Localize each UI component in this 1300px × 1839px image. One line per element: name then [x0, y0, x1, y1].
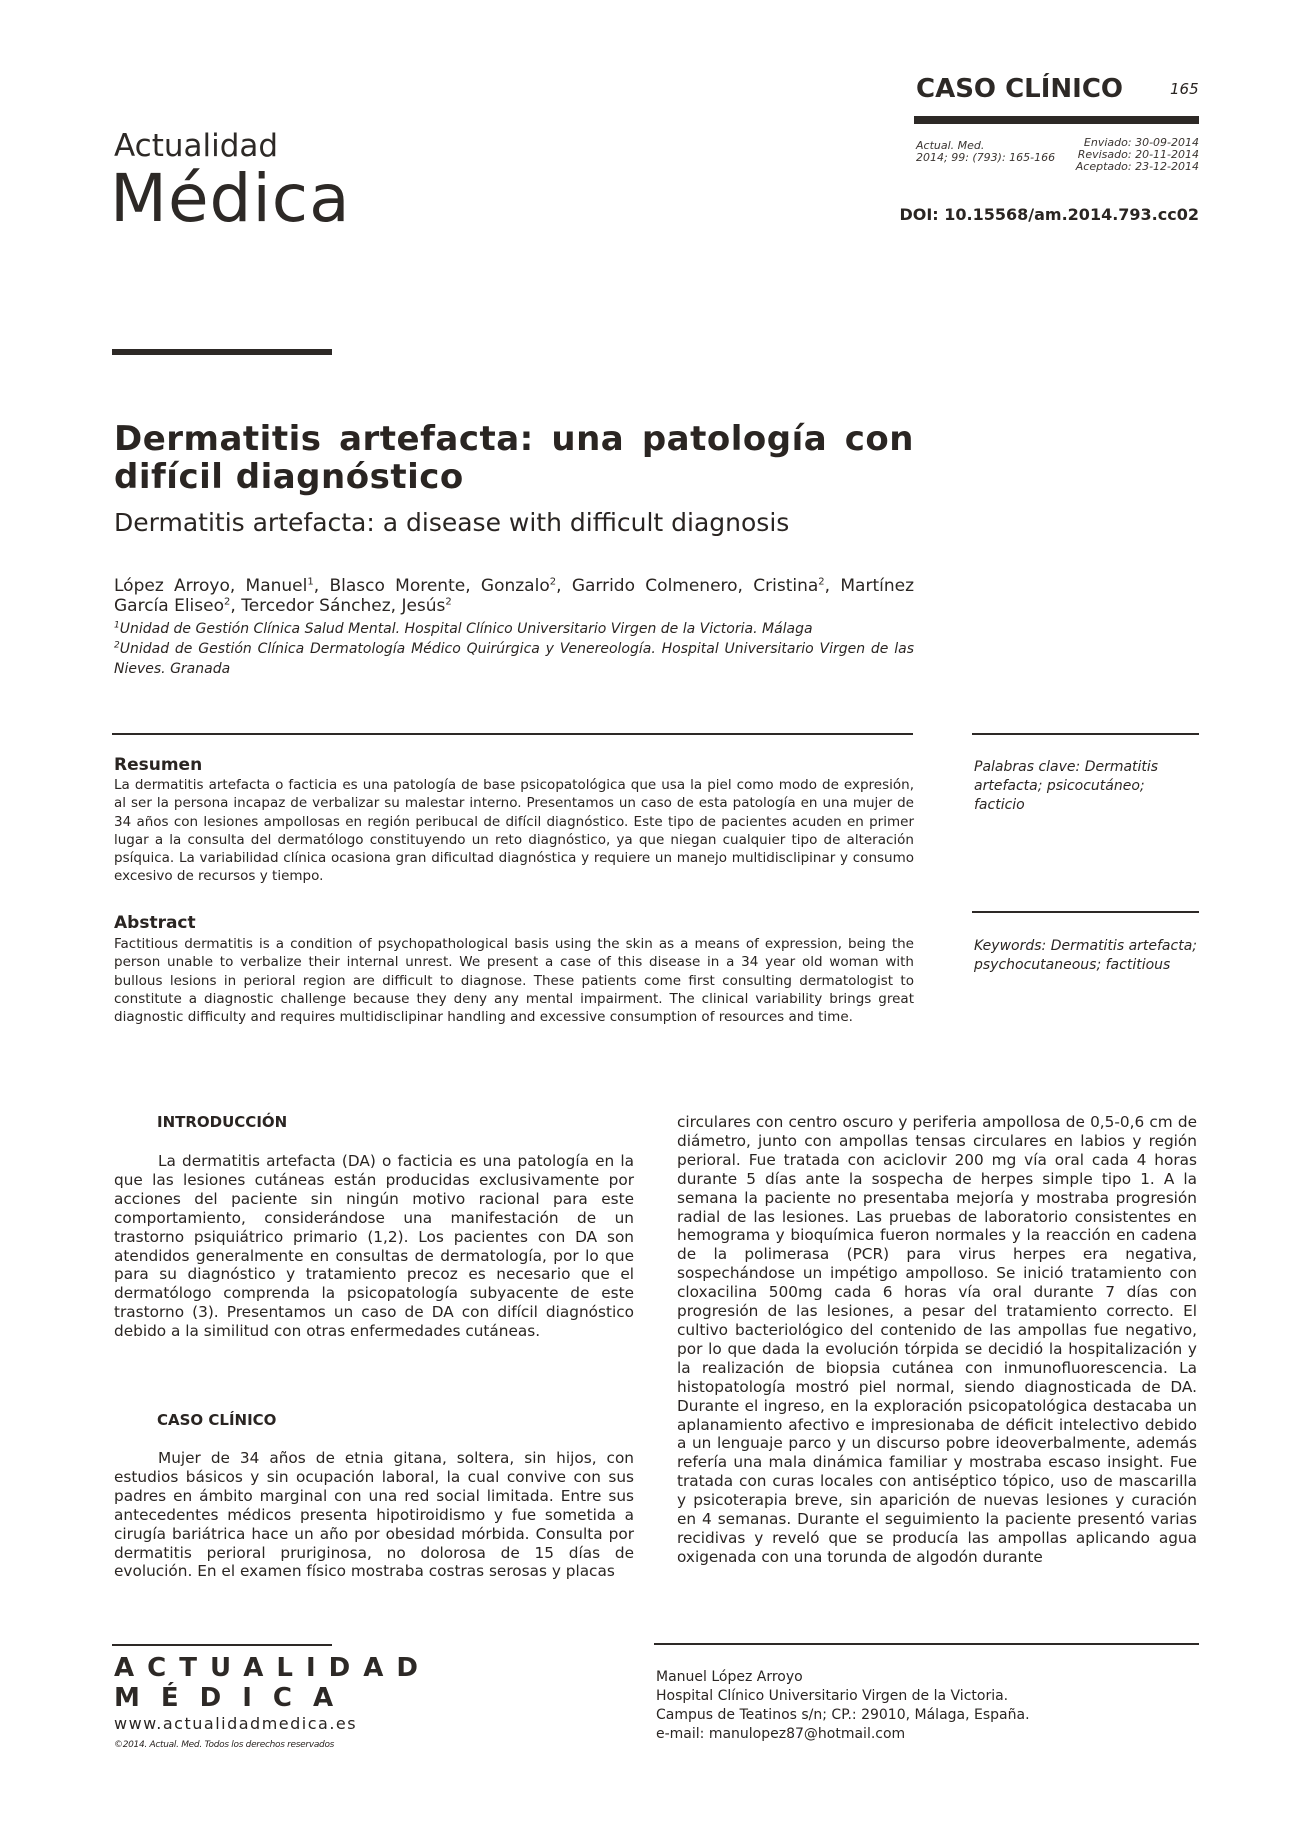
author-2: , Blasco Morente, Gonzalo [313, 576, 550, 596]
author-1: López Arroyo, Manuel [114, 576, 308, 596]
contact-name: Manuel López Arroyo [656, 1669, 803, 1685]
affil-marker: 1 [114, 620, 120, 631]
palabras-clave: Palabras clave: Dermatitis artefacta; psicocutáneo; facticio [974, 759, 1159, 813]
abstract-keywords-rule [972, 911, 1199, 913]
case-heading: CASO CLÍNICO [157, 1411, 277, 1429]
intro-heading: INTRODUCCIÓN [157, 1113, 288, 1131]
date-revised: Revisado: 20-11-2014 [1077, 148, 1199, 161]
article-title: Dermatitis artefacta: una patología con difícil diagnóstico [114, 419, 914, 497]
case-column [114, 1449, 634, 1581]
intro-column [114, 1152, 634, 1341]
page-number: 165 [1170, 80, 1199, 98]
article-subtitle: Dermatitis artefacta: a disease with difficult diagnosis [114, 508, 790, 537]
keywords-rule [972, 733, 1199, 735]
journal-logo-top: Actualidad [114, 128, 279, 164]
date-accepted: Aceptado: 23-12-2014 [1075, 160, 1199, 173]
author-5: , Tercedor Sánchez, Jesús [230, 596, 446, 616]
resumen-heading: Resumen [114, 755, 203, 775]
citation-volume: 2014; 99: (793): 165-166 [916, 151, 1056, 164]
affil-marker: 2 [818, 576, 825, 588]
affiliation-1 [114, 619, 914, 639]
affil-marker: 2 [114, 640, 120, 651]
contact-block [656, 1668, 1030, 1744]
doi: DOI: 10.15568/am.2014.793.cc02 [899, 205, 1199, 224]
abstract-text: Factitious dermatitis is a condition of psychopathological basis using the skin as a means of expression, being the person unable to verbalize their internal unrest. We present a case of this disease in a 34 year old woman with bullous lesions in perioral region are difficult to diagnose. These patients come first consulting dermatologist to constitute a diagnostic challenge because they deny any mental impairment. The clinical variability brings great diagnostic difficulty and requires multidisclipinar handling and excessive consumption of resources and time. [114, 936, 914, 1026]
case-continuation: circulares con centro oscuro y periferia ampollosa de 0,5-0,6 cm de diámetro, junto con ampollas tensas circulares en labios y región perioral. Fue tratada con aciclovir 200 mg vía oral cada 4 horas durante 5 días ante la sospecha de herpes simple tipo 1. A la semana la paciente no presentaba mejoría y mostraba progresión radial de las lesiones. Las pruebas de laboratorio consistentes en hemograma y bioquímica fueron normales y la reacción en cadena de la polimerasa (PCR) para virus herpes era negativa, sospechándose un impétigo ampolloso. Se inició tratamiento con cloxacilina 500mg cada 6 horas vía oral durante 7 días con progresión de las lesiones, a pesar del tratamiento correcto. El cultivo bacteriológico del contenido de las ampollas fue negativo, por lo que dada la evolución tórpida se decidió la hospitalización y la realización de biopsia cutánea con inmunofluorescencia. La histopatología mostró piel normal, siendo diagnosticada de DA. Durante el ingreso, en la exploración psicopatológica destacaba un aplanamiento afectivo e impresionaba de déficit intelectivo debido a un lenguaje parco y un discurso pobre ideoverbalmente, además refería una mala dinámica familiar y mostraba escaso insight. Fue tratada con curas locales con antiséptico tópico, uso de mascarilla y psicoterapia breve, sin aparición de nuevas lesiones y curación en 4 semanas. Durante el seguimiento la paciente presentó varias recidivas y reveló que se producía las ampollas aplicando agua oxigenada con una torunda de algodón durante [677, 1113, 1197, 1566]
affiliation-2-text: Unidad de Gestión Clínica Dermatología Médico Quirúrgica y Venereología. Hospital Universitario Virgen de las Nieves. Granada [114, 641, 914, 677]
footer-right-rule [654, 1643, 1199, 1645]
resumen-rule [112, 733, 913, 735]
footer-url: www.actualidadmedica.es [114, 1714, 358, 1733]
resumen-text: La dermatitis artefacta o facticia es una patología de base psicopatológica que usa la piel como modo de expresión, al ser la persona incapaz de verbalizar su malestar interno. Presentamos un caso de esta patología en una mujer de 34 años con lesiones ampollosas en región peribucal de difícil diagnóstico. Este tipo de pacientes acuden en primer lugar a la consulta del dermatólogo constituyendo un reto diagnóstico, ya que niegan cualquier tipo de alteración psíquica. La variabilidad clínica ocasiona gran dificultad diagnóstica y requiere un manejo multidisclipinar y consumo excesivo de recursos y tiempo. [114, 777, 914, 885]
authors [114, 576, 914, 616]
footer-brand-line2: MÉDICA [114, 1683, 355, 1713]
footer-copyright: ©2014. Actual. Med. Todos los derechos reservados [114, 1740, 335, 1750]
author-4: , Martínez García Eliseo [114, 576, 914, 616]
affil-marker: 1 [307, 576, 314, 588]
title-rule [112, 349, 332, 355]
footer-brand-line1: ACTUALIDAD [114, 1653, 431, 1683]
case-paragraph: Mujer de 34 años de etnia gitana, soltera, sin hijos, con estudios básicos y sin ocupación laboral, la cual convive con sus padres en ámbito marginal con una red social limitada. Entre sus antecedentes médicos presenta hipotiroidismo y fue sometida a cirugía bariátrica hace un año por obesidad mórbida. Consulta por dermatitis perioral pruriginosa, no dolorosa de 15 días de evolución. En el examen físico mostraba costras serosas y placas [114, 1449, 634, 1581]
header-rule [914, 116, 1199, 124]
affil-marker: 2 [445, 596, 452, 608]
date-sent: Enviado: 30-09-2014 [1083, 136, 1199, 149]
dates [1076, 137, 1199, 173]
affiliation-2 [114, 639, 914, 679]
abstract-heading: Abstract [114, 913, 196, 933]
keywords: Keywords: Dermatitis artefacta; psychocutaneous; factitious [974, 938, 1197, 973]
affil-marker: 2 [549, 576, 557, 588]
citation-journal: Actual. Med. [916, 139, 985, 152]
contact-hospital: Hospital Clínico Universitario Virgen de la Victoria. [656, 1688, 1009, 1704]
footer-left-rule [112, 1644, 332, 1646]
affiliation-1-text: Unidad de Gestión Clínica Salud Mental. Hospital Clínico Universitario Virgen de la Victoria. Málaga [119, 621, 813, 637]
section-label: CASO CLÍNICO [916, 74, 1124, 104]
author-3: , Garrido Colmenero, Cristina [556, 576, 819, 596]
citation [916, 140, 1055, 164]
contact-address: Campus de Teatinos s/n; CP.: 29010, Málaga, España. [656, 1707, 1030, 1723]
intro-paragraph: La dermatitis artefacta (DA) o facticia es una patología en la que las lesiones cutáneas están producidas exclusivamente por acciones del paciente sin ningún motivo racional para este comportamiento, considerándose una manifestación de un trastorno psiquiátrico primario (1,2). Los pacientes con DA son atendidos generalmente en consultas de dermatología, por lo que para su diagnóstico y tratamiento precoz es necesario que el dermatólogo comprenda la psicopatología subyacente de este trastorno (3). Presentamos un caso de DA con difícil diagnóstico debido a la similitud con otras enfermedades cutáneas. [114, 1152, 634, 1341]
contact-email[interactable]: e-mail: manulopez87@hotmail.com [656, 1726, 906, 1742]
affil-marker: 2 [224, 596, 231, 608]
journal-logo-main: Médica [110, 160, 351, 237]
right-column [677, 1113, 1197, 1567]
